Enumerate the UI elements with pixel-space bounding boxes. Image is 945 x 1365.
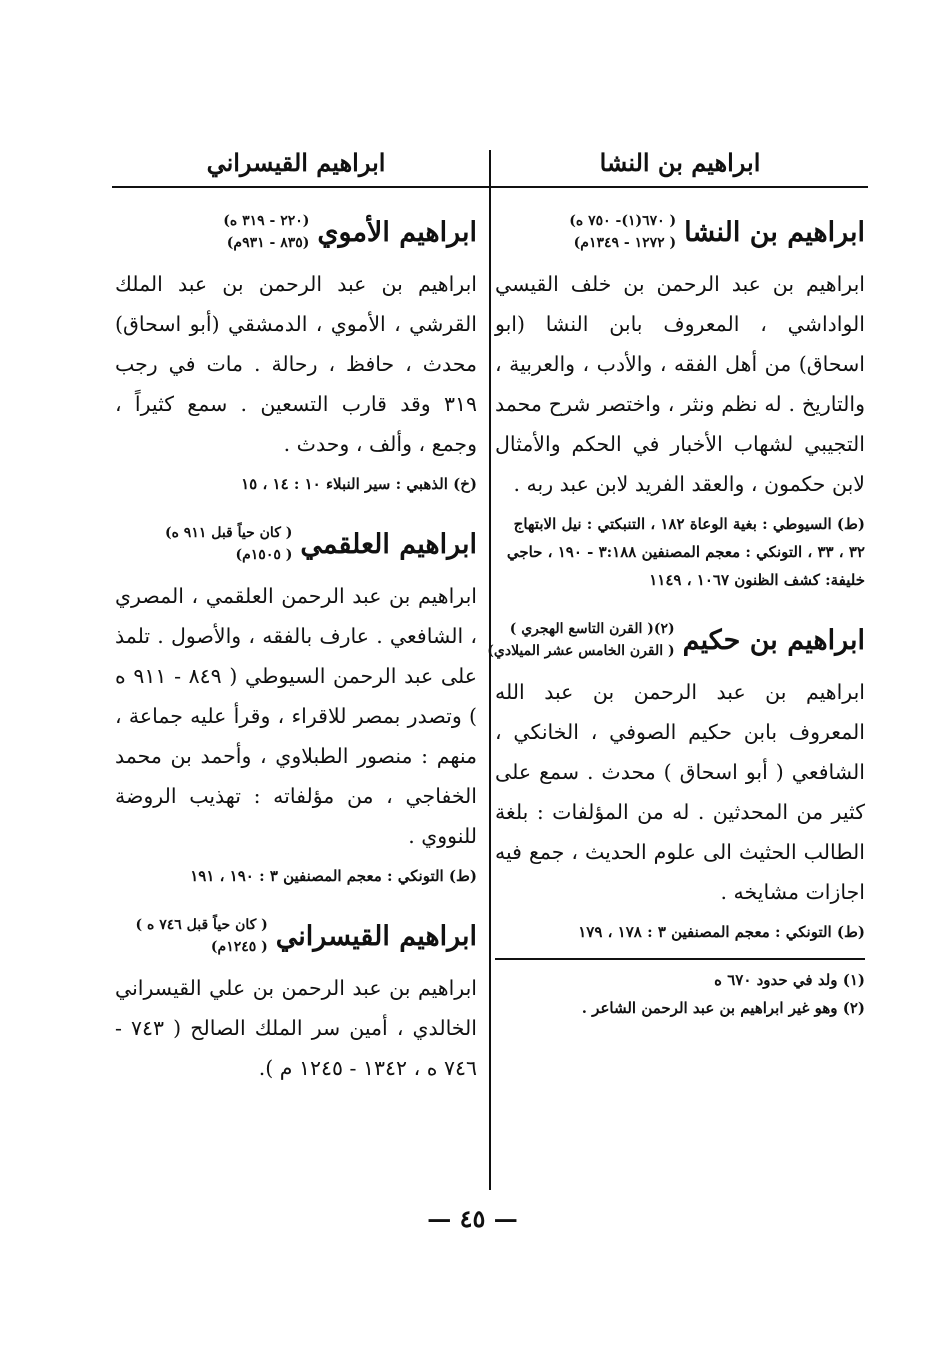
footnote-1: (١) ولد في حدود ٦٧٠ ه (714, 971, 865, 989)
entry-heading (495, 204, 865, 260)
dates-hijri: ( كان حياً قبل ٩١١ ه) (164, 525, 293, 541)
dates-gregorian: ( ١٥٠٥م) (235, 547, 293, 563)
entry-ibn-al-nasha (495, 204, 865, 594)
dates-gregorian: ( ١٢٤٥م) (210, 939, 268, 955)
right-column (487, 140, 865, 1022)
entry-body: ابراهيم بن عبد الرحمن بن خلف القيسي الواداشي ، المعروف بابن النشا (ابو اسحاق) من أهل الفقه ، والأدب ، والعربية ، والتاريخ . له نظم ونثر ، واختصر شرح محمد التجيبي لشهاب الأخبار في الحكم والأمثال لابن حكمون ، والعقد الفريد لابن عبد ربه . (495, 272, 865, 496)
entry-dates (223, 210, 309, 254)
entry-al-qaysarani (115, 908, 477, 1088)
entry-name: ابراهيم بن حكيم (682, 624, 865, 656)
entry-name: ابراهيم بن النشا (684, 216, 865, 248)
entry-dates (569, 210, 676, 254)
entry-heading (115, 204, 477, 260)
entry-name: ابراهيم العلقمي (300, 528, 477, 560)
page-number: — ٤٥ — (427, 1204, 518, 1233)
running-head-left: ابراهيم القيسراني (206, 148, 386, 177)
footnote-2: (٢) وهو غير ابراهيم بن عبد الرحمن الشاعر . (581, 999, 865, 1017)
entry-body: ابراهيم بن عبد الرحمن بن عبد الله المعروف بابن حكيم الصوفي ، الخانكي ، الشافعي ( أبو اسحاق ) محدث . سمع على كثير من المحدثين . له من المؤلفات : بلغة الطالب الحثيث الى علوم الحديث ، جمع فيه اجازات مشايخه . (495, 680, 865, 904)
footnotes (495, 958, 865, 1022)
entry-heading (115, 908, 477, 964)
entry-sources: (ط) التونكي : معجم المصنفين ٣ : ١٩٠ ، ١٩١ (190, 867, 477, 885)
entry-sources: (خ) الذهبي : سير النبلاء ١٠ : ١٤ ، ١٥ (241, 475, 477, 493)
entry-name: ابراهيم القيسراني (275, 920, 477, 952)
entry-sources: (ط) التونكي : معجم المصنفين ٣ : ١٧٨ ، ١٧٩ (578, 923, 865, 941)
dates-gregorian: ( القرن الخامس عشر الميلادي) (487, 643, 675, 659)
dates-hijri: ( ٦٧٠(١)- ٧٥٠ ه) (569, 213, 677, 229)
entry-dates (136, 914, 268, 958)
entry-al-umawi (115, 204, 477, 498)
entry-name: ابراهيم الأموي (317, 216, 477, 248)
running-head-right: ابراهيم بن النشا (599, 148, 761, 177)
entry-dates (165, 522, 292, 566)
dates-gregorian: ( ١٢٧٢ - ١٣٤٩م) (573, 235, 677, 251)
dates-hijri: ( كان حياً قبل ٧٤٦ ه ) (135, 917, 268, 933)
dates-hijri: (٢)( القرن التاسع الهجري ) (509, 621, 675, 637)
entry-al-alqami (115, 516, 477, 890)
entry-ibn-hakim (487, 612, 865, 946)
column-divider (489, 150, 491, 1190)
entry-dates (487, 618, 674, 662)
entry-body: ابراهيم بن عبد الرحمن العلقمي ، المصري ، الشافعي . عارف بالفقه ، والأصول . تلمذ على عبد الرحمن السيوطي ( ٨٤٩ - ٩١١ ه ) وتصدر بمصر للاقراء ، وقرأ عليه جماعة ، منهم : منصور الطبلاوي ، وأحمد بن محمد الخفاجي ، من مؤلفاته : تهذيب الروضة للنووي . (115, 584, 477, 848)
entry-body: ابراهيم بن عبد الرحمن بن عبد الملك القرشي ، الأموي ، الدمشقي (أبو اسحاق) محدث ، حافظ ، رحالة . مات في رجب ٣١٩ وقد قارب التسعين . سمع كثيراً ، وجمع ، وألف ، وحدث . (115, 272, 477, 456)
left-column (115, 140, 477, 1088)
entry-body: ابراهيم بن عبد الرحمن بن علي القيسراني الخالدي ، أمين سر الملك الصالح ( ٧٤٣ - ٧٤٦ ه ، ١٣٤٢ - ١٢٤٥ م ). (115, 976, 477, 1080)
dates-hijri: (٢٢٠ - ٣١٩ ه) (223, 213, 310, 229)
entry-heading (115, 516, 477, 572)
entry-sources: (ط) السيوطي : بغية الوعاة ١٨٢ ، التنبكتي : نيل الابتهاج ٣٢ ، ٣٣ ، التونكي : معجم المصنفين ٣:١٨٨ - ١٩٠ ، حاجي خليفة: كشف الظنون ١٠٦٧ ، ١١٤٩ (506, 515, 865, 589)
entry-heading (487, 612, 865, 668)
dates-gregorian: (٨٣٥ - ٩٣١م) (226, 235, 310, 251)
